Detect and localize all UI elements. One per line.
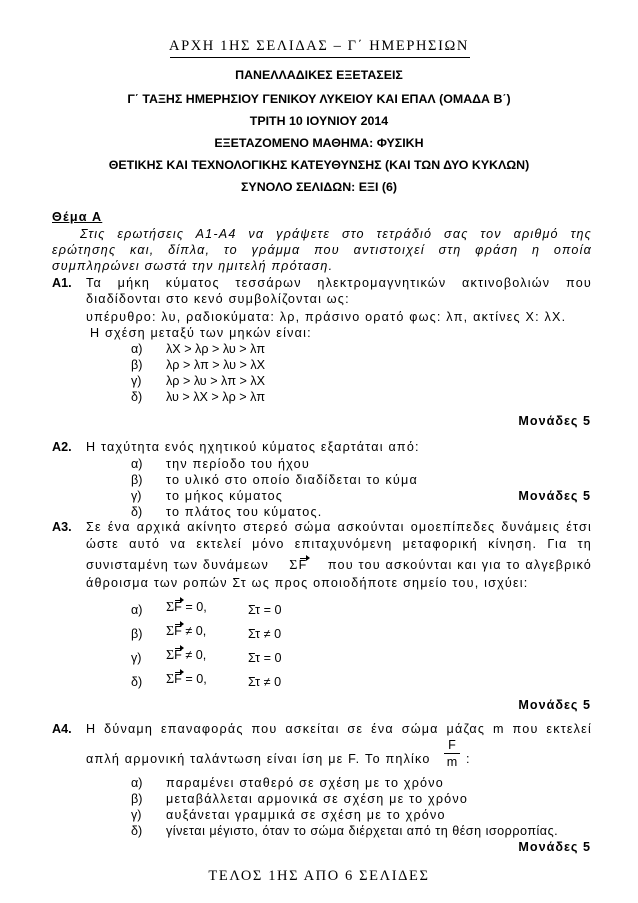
a3-option-formula: ΣF ≠ 0, — [166, 624, 207, 639]
a4-option-text: αυξάνεται γραμμικά σε σχέση με το χρόνο — [166, 808, 446, 822]
question-a2-number: Α2. — [52, 440, 72, 454]
a1-option-letter: α) — [131, 342, 143, 356]
exam-subject: ΕΞΕΤΑΖΟΜΕΝΟ ΜΑΘΗΜΑ: ΦΥΣΙΚΗ — [214, 136, 424, 150]
a3-option-letter: α) — [131, 603, 143, 617]
running-header: ΑΡΧΗ 1ΗΣ ΣΕΛΙΔΑΣ – Γ΄ ΗΜΕΡΗΣΙΩΝ — [169, 38, 469, 54]
a2-option-letter: δ) — [131, 505, 143, 519]
question-a3-line-4: άθροισμα των ροπών Στ ως προς οποιοδήποτε σημείο του, ισχύει: — [86, 576, 529, 590]
force-mass-fraction — [444, 738, 460, 769]
a2-option-text: την περίοδο του ήχου — [166, 457, 310, 471]
a1-units: Μονάδες 5 — [518, 414, 591, 428]
a1-option-text: λρ > λπ > λυ > λΧ — [166, 358, 266, 372]
a1-option-text: λρ > λυ > λπ > λΧ — [166, 374, 266, 388]
question-a1-line-4: Η σχέση μεταξύ των μηκών είναι: — [90, 326, 312, 340]
a3-option-formula: ΣF ≠ 0, — [166, 648, 207, 663]
question-a3-number: Α3. — [52, 520, 72, 534]
exam-date: ΤΡΙΤΗ 10 ΙΟΥΝΙΟΥ 2014 — [249, 114, 389, 128]
question-a1-line-1: Τα μήκη κύματος τεσσάρων ηλεκτρομαγνητικών ακτινοβολιών που — [86, 276, 592, 290]
a3-option-torque: Στ ≠ 0 — [248, 675, 282, 689]
question-a4-line-2: απλή αρμονική ταλάντωση είναι ίση με F. Το πηλίκο — [86, 752, 431, 766]
a4-option-text: γίνεται μέγιστο, όταν το σώμα διέρχεται από τη θέση ισορροπίας. — [166, 824, 559, 838]
exam-class: Γ΄ ΤΑΞΗΣ ΗΜΕΡΗΣΙΟΥ ΓΕΝΙΚΟΥ ΛΥΚΕΙΟΥ ΚΑΙ ΕΠΑΛ (ΟΜΑΔΑ Β΄) — [127, 92, 511, 106]
a4-option-letter: β) — [131, 792, 143, 806]
a4-option-text: παραμένει σταθερό σε σχέση με το χρόνο — [166, 776, 444, 790]
a4-units: Μονάδες 5 — [518, 840, 591, 854]
a1-option-letter: β) — [131, 358, 143, 372]
a3-option-letter: β) — [131, 627, 143, 641]
exam-pages: ΣΥΝΟΛΟ ΣΕΛΙΔΩΝ: ΕΞΙ (6) — [241, 180, 397, 194]
a3-units: Μονάδες 5 — [518, 698, 591, 712]
a3-option-torque: Στ = 0 — [248, 651, 282, 665]
a3-option-torque: Στ ≠ 0 — [248, 627, 282, 641]
question-a1-number: Α1. — [52, 276, 72, 290]
question-a3-line-2: ώστε αυτό να εκτελεί μόνο επιταχυνόμενη μεταφορική κίνηση. Για τη — [86, 537, 592, 551]
a1-option-text: λΧ > λρ > λυ > λπ — [166, 342, 266, 356]
section-title: Θέμα Α — [52, 210, 103, 224]
question-a1-line-2: διαδίδονται στο κενό συμβολίζονται ως: — [86, 292, 350, 306]
a4-option-text: μεταβάλλεται αρμονικά σε σχέση με το χρόνο — [166, 792, 469, 806]
a1-option-text: λυ > λΧ > λρ > λπ — [166, 390, 266, 404]
a2-option-text: το μήκος κύματος — [166, 489, 284, 503]
a4-option-letter: α) — [131, 776, 143, 790]
a2-option-letter: β) — [131, 473, 143, 487]
instructions-line-3: συμπληρώνει σωστά την ημιτελή πρόταση. — [52, 259, 334, 273]
a2-option-letter: γ) — [131, 489, 142, 503]
a2-units: Μονάδες 5 — [518, 489, 591, 503]
fraction-denominator: m — [446, 755, 458, 769]
a1-option-letter: γ) — [131, 374, 142, 388]
question-a3-line-3: συνισταμένη των δυνάμεων ΣF που του ασκούνται και για το αλγεβρικό — [86, 558, 592, 573]
exam-title: ΠΑΝΕΛΛΑΔΙΚΕΣ ΕΞΕΤΑΣΕΙΣ — [235, 68, 403, 82]
a3-option-letter: γ) — [131, 651, 142, 665]
a2-option-text: το πλάτος του κύματος. — [166, 505, 323, 519]
running-header-underline — [170, 57, 470, 58]
a3-option-torque: Στ = 0 — [248, 603, 282, 617]
fraction-bar — [444, 753, 460, 754]
a4-option-letter: δ) — [131, 824, 143, 838]
instructions-line-2: ερώτησης και, δίπλα, το γράμμα που αντιστοιχεί στη φράση η οποία — [52, 243, 592, 257]
a1-option-letter: δ) — [131, 390, 143, 404]
a3-option-formula: ΣF = 0, — [166, 672, 207, 687]
fraction-numerator: F — [448, 738, 456, 752]
a4-option-letter: γ) — [131, 808, 142, 822]
running-footer: ΤΕΛΟΣ 1ΗΣ ΑΠΟ 6 ΣΕΛΙΔΕΣ — [208, 868, 430, 884]
question-a4-line-1: Η δύναμη επαναφοράς που ασκείται σε ένα σώμα μάζας m που εκτελεί — [86, 722, 592, 736]
question-a3-line-1: Σε ένα αρχικά ακίνητο στερεό σώμα ασκούνται ομοεπίπεδες δυνάμεις έτσι — [86, 520, 592, 534]
question-a4-number: Α4. — [52, 722, 72, 736]
a3-option-formula: ΣF = 0, — [166, 600, 207, 615]
question-a1-line-3: υπέρυθρο: λυ, ραδιοκύματα: λρ, πράσινο ορατό φως: λπ, ακτίνες Χ: λΧ. — [86, 310, 567, 324]
instructions-line-1: Στις ερωτήσεις Α1-Α4 να γράψετε στο τετράδιό σας τον αριθμό της — [80, 227, 592, 241]
a2-option-text: το υλικό στο οποίο διαδίδεται το κύμα — [166, 473, 418, 487]
a4-colon: : — [466, 752, 470, 766]
a3-option-letter: δ) — [131, 675, 143, 689]
a2-option-letter: α) — [131, 457, 143, 471]
question-a2-line-1: Η ταχύτητα ενός ηχητικού κύματος εξαρτάται από: — [86, 440, 420, 454]
exam-direction: ΘΕΤΙΚΗΣ ΚΑΙ ΤΕΧΝΟΛΟΓΙΚΗΣ ΚΑΤΕΥΘΥΝΣΗΣ (ΚΑΙ ΤΩΝ ΔΥΟ ΚΥΚΛΩΝ) — [108, 158, 530, 172]
